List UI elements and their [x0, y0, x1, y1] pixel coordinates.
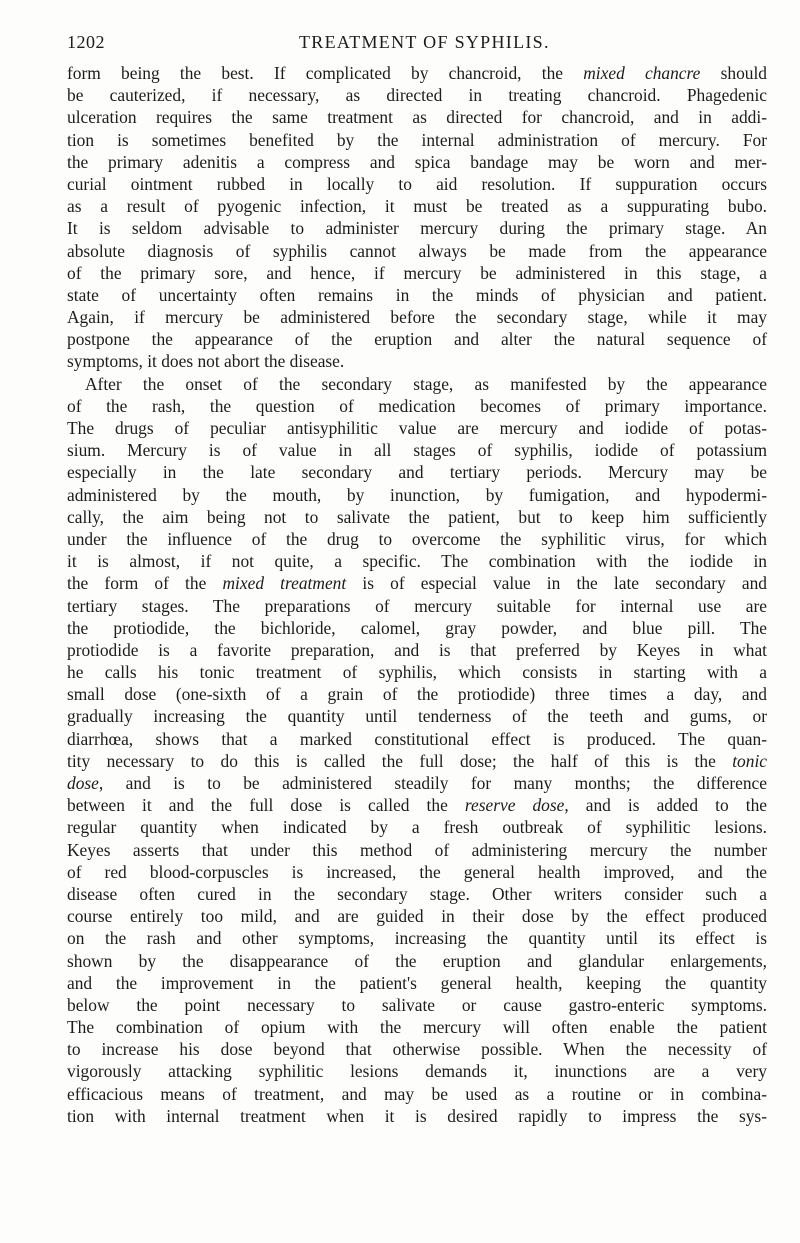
text-line: efficacious means of treatment, and may be used as a routine or in combina-: [67, 1083, 767, 1104]
paragraph-first-line: After the onset of the secondary stage, as manifested by the appearance: [85, 373, 767, 394]
text-line: symptoms, it does not abort the disease.: [67, 351, 345, 372]
text-line: tertiary stages. The preparations of mercury suitable for internal use are: [67, 595, 767, 616]
text-line: on the rash and other symptoms, increasing the quantity until its effect is: [67, 928, 767, 949]
text-line: the protiodide, the bichloride, calomel, gray powder, and blue pill. The: [67, 617, 767, 638]
text-line: dose, and is to be administered steadily for many months; the difference: [67, 773, 767, 793]
body-text: [67, 62, 767, 1127]
text-line: Keyes asserts that under this method of administering mercury the number: [67, 839, 767, 860]
text-line: regular quantity when indicated by a fresh outbreak of syphilitic lesions.: [67, 817, 767, 838]
text-line: to increase his dose beyond that otherwise possible. When the necessity of: [67, 1039, 767, 1060]
text-line: form being the best. If complicated by chancroid, the mixed chancre should: [67, 63, 767, 83]
text-line: gradually increasing the quantity until tenderness of the teeth and gums, or: [67, 706, 767, 727]
text-line: tion with internal treatment when it is desired rapidly to impress the sys-: [67, 1105, 767, 1126]
text-line: The combination of opium with the mercury will often enable the patient: [67, 1017, 767, 1038]
text-line: especially in the late secondary and tertiary periods. Mercury may be: [67, 462, 767, 483]
text-line: absolute diagnosis of syphilis cannot always be made from the appearance: [67, 240, 767, 261]
text-line: curial ointment rubbed in locally to aid resolution. If suppuration occurs: [67, 173, 767, 194]
text-line: the form of the mixed treatment is of especial value in the late secondary and: [67, 573, 767, 594]
text-line: as a result of pyogenic infection, it must be treated as a suppurating bubo.: [67, 196, 767, 217]
text-line: below the point necessary to salivate or cause gastro-enteric symptoms.: [67, 994, 767, 1015]
text-line: diarrhœa, shows that a marked constitutional effect is produced. The quan-: [67, 728, 767, 749]
text-line: the primary adenitis a compress and spica bandage may be worn and mer-: [67, 151, 767, 172]
text-line: cally, the aim being not to salivate the patient, but to keep him sufficiently: [67, 506, 767, 527]
text-line: of the primary sore, and hence, if mercury be administered in this stage, a: [67, 262, 767, 283]
text-line: protiodide is a favorite preparation, and is that preferred by Keyes in what: [67, 639, 767, 660]
text-line: of the rash, the question of medication becomes of primary importance.: [67, 395, 767, 416]
text-line: between it and the full dose is called the reserve dose, and is added to the: [67, 795, 767, 816]
running-title: TREATMENT OF SYPHILIS.: [299, 32, 550, 52]
text-line: he calls his tonic treatment of syphilis, which consists in starting with a: [67, 662, 767, 683]
text-line: sium. Mercury is of value in all stages of syphilis, iodide of potassium: [67, 440, 767, 461]
text-line: vigorously attacking syphilitic lesions demands it, inunctions are a very: [67, 1061, 767, 1082]
text-line: ulceration requires the same treatment as directed for chancroid, and in addi-: [67, 107, 767, 128]
text-line: small dose (one-sixth of a grain of the protiodide) three times a day, and: [67, 684, 767, 705]
text-line: The drugs of peculiar antisyphilitic value are mercury and iodide of potas-: [67, 418, 767, 438]
text-line: It is seldom advisable to administer mercury during the primary stage. An: [67, 218, 767, 239]
text-line: and the improvement in the patient's general health, keeping the quantity: [67, 972, 767, 993]
page-number: 1202: [67, 32, 105, 52]
text-line: disease often cured in the secondary stage. Other writers consider such a: [67, 883, 767, 904]
text-line: administered by the mouth, by inunction, by fumigation, and hypodermi-: [67, 484, 767, 505]
text-line: under the influence of the drug to overcome the syphilitic virus, for which: [67, 528, 767, 549]
text-line: shown by the disappearance of the eruption and glandular enlargements,: [67, 950, 767, 971]
text-line: tion is sometimes benefited by the internal administration of mercury. For: [67, 129, 767, 150]
text-line: of red blood-corpuscles is increased, the general health improved, and the: [67, 861, 767, 882]
text-line: postpone the appearance of the eruption and alter the natural sequence of: [67, 329, 767, 350]
text-line: it is almost, if not quite, a specific. The combination with the iodide in: [67, 551, 767, 572]
text-line: state of uncertainty often remains in the minds of physician and patient.: [67, 284, 767, 305]
text-line: Again, if mercury be administered before the secondary stage, while it may: [67, 307, 767, 328]
text-line: course entirely too mild, and are guided in their dose by the effect produced: [67, 906, 767, 927]
text-line: be cauterized, if necessary, as directed in treating chancroid. Phagedenic: [67, 85, 767, 106]
text-line: tity necessary to do this is called the full dose; the half of this is the tonic: [67, 750, 767, 771]
running-head: [67, 32, 767, 58]
